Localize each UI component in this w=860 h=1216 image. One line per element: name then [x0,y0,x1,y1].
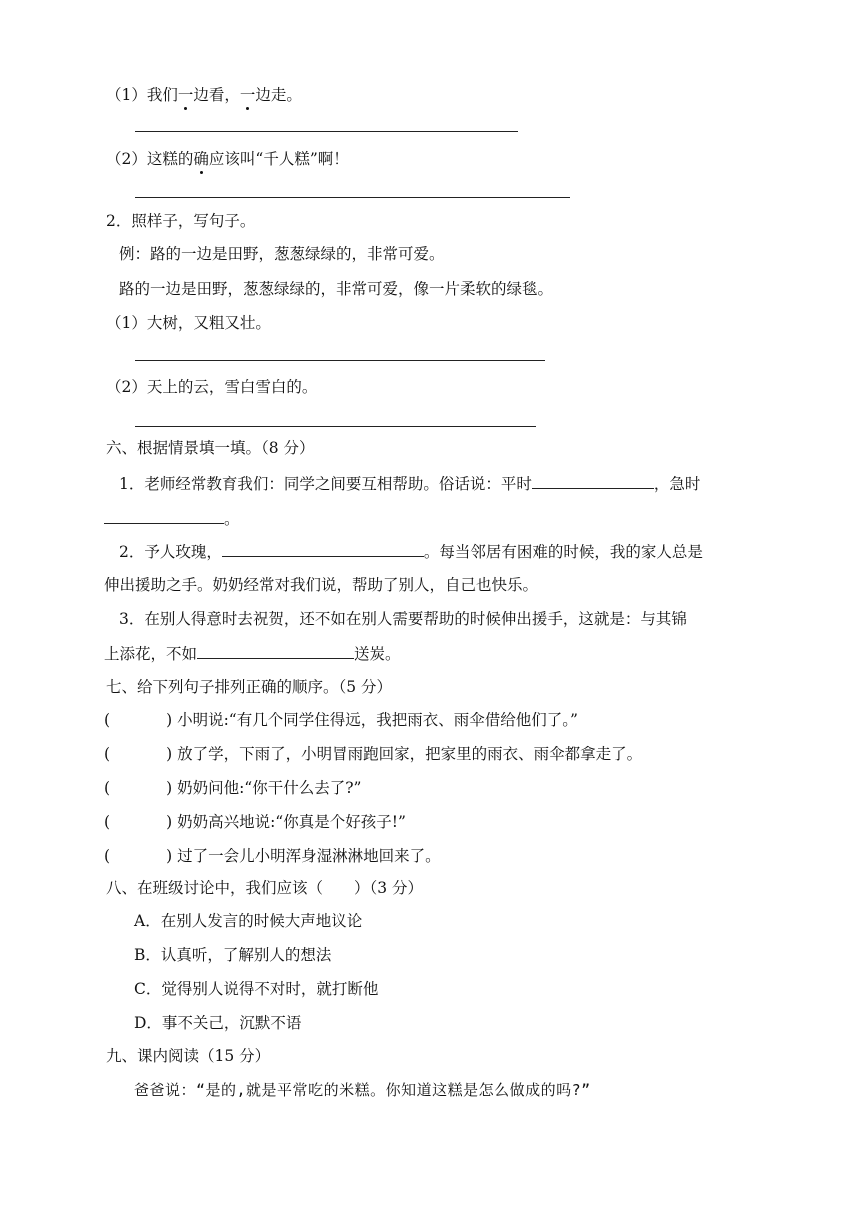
order-item-2 [104,743,642,765]
order-item-1-text: 小明说:“有几个同学住得远，我把雨衣、雨伞借给他们了。” [177,711,578,729]
order-item-3-close-paren: ) [166,779,173,797]
order-item-5-text: 过了一会儿小明浑身湿淋淋地回来了。 [177,847,441,865]
section-6-q3-line2 [104,642,401,665]
section-6-q1-line1 [119,472,700,495]
section-6-q2-text-b: 。每当邻居有困难的时候，我的家人总是 [423,543,703,561]
section-6-q1-blank-1[interactable] [532,472,654,489]
order-item-4-text: 奶奶高兴地说:“你真是个好孩子!” [177,813,406,831]
order-item-2-close-paren: ) [166,745,173,763]
order-item-5-close-paren: ) [166,847,173,865]
section-6-q3-line1: 3．在别人得意时去祝贺，还不如在别人需要帮助的时候伸出援手，这就是：与其锦 [119,610,687,628]
q5-item-1-mid-2: 边走。 [255,86,302,104]
order-item-1 [104,709,578,731]
q5-item-1-prefix: （1）我们 [106,86,178,104]
order-item-2-text: 放了学，下雨了，小明冒雨跑回家，把家里的雨衣、雨伞都拿走了。 [177,745,643,763]
order-item-5-open-paren: ( [104,847,111,865]
section-6-q3-text-b: 上添花，不如 [104,645,198,663]
order-item-4-open-paren: ( [104,813,111,831]
q5-item-2 [106,148,349,170]
section-6-q2-text-a: 2．予人玫瑰， [119,543,222,561]
option-b[interactable]: B．认真听，了解别人的想法 [134,946,332,964]
option-d[interactable]: D．事不关己，沉默不语 [134,1014,302,1032]
section-6-q1-line2 [104,507,240,530]
task-2-item-2-answer-line[interactable] [135,426,536,427]
order-item-2-open-paren: ( [104,745,111,763]
section-7-title: 七、给下列句子排列正确的顺序。（5 分） [106,678,393,696]
order-item-3-text: 奶奶问他:“你干什么去了?” [177,779,362,797]
task-2-item-1: （1）大树，又粗又壮。 [106,314,271,332]
order-item-1-close-paren: ) [166,711,173,729]
task-2-title: 2．照样子，写句子。 [106,212,256,230]
example-line-2: 路的一边是田野，葱葱绿绿的，非常可爱，像一片柔软的绿毯。 [119,280,554,298]
q5-item-1-emphasis-2: 一 [239,86,256,104]
section-6-q1-text-b: ，急时 [653,475,701,493]
q5-item-1-answer-line[interactable] [135,131,518,132]
option-a[interactable]: A．在别人发言的时候大声地议论 [134,912,363,930]
q5-item-2-suffix: 应该叫“千人糕”啊！ [208,150,349,168]
section-9-title: 九、课内阅读（15 分） [106,1047,271,1065]
section-6-q3-text-c: 送炭。 [354,645,401,663]
section-6-q1-text-a: 1．老师经常教育我们：同学之间要互相帮助。俗话说：平时 [119,475,532,493]
section-6-q2-line1 [119,540,703,563]
section-8-title: 八、在班级讨论中，我们应该（ ）（3 分） [106,879,424,897]
section-6-q1-text-c: 。 [224,510,240,528]
order-item-1-open-paren: ( [104,711,111,729]
task-2-item-2: （2）天上的云，雪白雪白的。 [106,378,318,396]
task-2-item-1-answer-line[interactable] [135,360,545,361]
example-line-1: 例：路的一边是田野，葱葱绿绿的，非常可爱。 [119,245,445,263]
q5-item-1-emphasis-1: 一 [177,86,194,104]
q5-item-2-prefix: （2）这糕的 [106,150,194,168]
order-item-3-open-paren: ( [104,779,111,797]
section-6-q1-blank-2[interactable] [104,507,224,524]
q5-item-1 [106,84,302,106]
q5-item-2-answer-line[interactable] [135,197,570,198]
option-c[interactable]: C．觉得别人说得不对时，就打断他 [134,980,379,998]
section-6-title: 六、根据情景填一填。（8 分） [106,439,315,457]
section-6-q3-blank[interactable] [197,642,354,659]
reading-passage: 爸爸说：“是的,就是平常吃的米糕。你知道这糕是怎么做成的吗?” [134,1081,591,1099]
q5-item-2-emphasis: 确 [193,150,209,168]
order-item-4 [104,811,406,833]
order-item-3 [104,777,361,799]
q5-item-1-mid-1: 边看， [193,86,240,104]
section-6-q2-blank[interactable] [222,540,424,557]
section-6-q2-line2: 伸出援助之手。奶奶经常对我们说，帮助了别人，自己也快乐。 [104,576,539,594]
order-item-4-close-paren: ) [166,813,173,831]
order-item-5 [104,845,441,867]
